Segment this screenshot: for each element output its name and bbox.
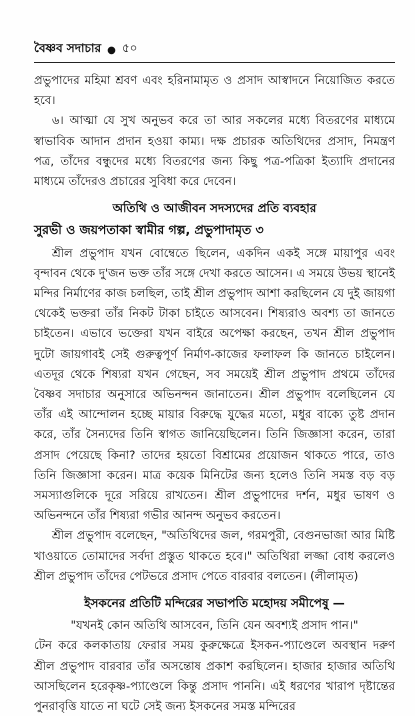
page-number: ৫০ bbox=[121, 41, 138, 55]
bullet-separator: ● bbox=[107, 44, 116, 56]
running-title: বৈষ্ণব সদাচার bbox=[34, 41, 102, 55]
story-heading: সুরভী ও জয়পতাকা স্বামীর গল্প, প্রভুপাদামৃত ৩ bbox=[34, 222, 264, 238]
header-rule bbox=[34, 62, 395, 63]
paragraph-3: শ্রীল প্রভুপাদ যখন বোম্বেতে ছিলেন, একদিন একই সঙ্গে মায়াপুর এবং বৃন্দাবন থেকে দু'জন ভক্ত তাঁর সঙ্গে দেখা করতে আসেন। এ সময়ে উভয় স্থানেই মন্দির নির্মাণের কাজ চলছিল, তাই শ্রীল প্রভুপাদ আশা করছিলেন যে দুই জায়গা থেকেই ভক্তরা তাঁর নিকট টাকা চাইতে আসবেন। শিষ্যরাও অবশ্য তা জানতে চাইতেন। এভাবে ভক্তেরা যখন বাইরে অপেক্ষা করছেন, তখন শ্রীল প্রভুপাদ দুটো জায়গাবই সেই গুরুত্বপূর্ণ নির্মাণ-কাজের ফলাফল কি জানতে চাইলেন। এতদূর থেকে শিষ্যরা যখন গেছেন, সব সময়েই শ্রীল প্রভুপাদ প্রথমে তাঁদের বৈষ্ণব সদাচার অনুসারে অভিনন্দন জানাতেন। শ্রীল প্রভুপাদ বলেছিলেন যে তাঁর এই আন্দোলন হচ্ছে মায়ার বিরুদ্ধে যুদ্ধের মতো, মধুর বাক্যে তুষ্ট প্রদান করে, তাঁর সৈন্যদের তিনি স্বাগত জানিয়েছিলেন। তিনি জিজ্ঞাসা করেন, তারা প্রসাদ পেয়েছে কিনা? তাদের হয়তো বিশ্রামের প্রয়োজন থাকতে পারে, তাও তিনি জিজ্ঞাসা করেন। মাত্র কয়েক মিনিটের জন্য হলেও তিনি সমস্ত বড় বড় সমস্যাগুলিকে দূরে সরিয়ে রাখতেন। শ্রীল প্রভুপাদের দর্শন, মধুর ভাষণ ও অভিনন্দনে তাঁর শিষ্যরা গভীর আনন্দ অনুভব করতেন। bbox=[34, 245, 395, 523]
quote: "যখনই কোন অতিথি আসবেন, তিনি যেন অবশ্যই প্রসাদ পান।" bbox=[70, 618, 359, 633]
paragraph-4: শ্রীল প্রভুপাদ বলেছেন, "অতিথিদের জল, গরমপুরী, বেগুনভাজা আর মিষ্টি খাওয়াতে তোমাদের সর্বদা প্রস্তুত থাকতে হবে।" অতিথিরা লজ্জা বোধ করলেও শ্রীল প্রভুপাদ তাঁদের পেটভরে প্রসাদ পেতে বারবার বলতেন। (লীলামৃত) bbox=[34, 528, 395, 583]
letter-heading: ইসকনের প্রতিটি মন্দিরের সভাপতি মহোদয় সমীপেষু — bbox=[84, 596, 345, 611]
section-heading: অতিথি ও আজীবন সদস্যদের প্রতি ব্যবহার bbox=[112, 201, 317, 216]
paragraph-2: ৬। আত্মা যে সুখ অনুভব করে তা আর সকলের মধ্যে বিতরণের মাধ্যমে স্বাভাবিক আদান প্রদান হওয়া কাম্য। দক্ষ প্রচারক অতিথিদের প্রসাদ, নিমন্ত্রণ পত্র, তাঁদের বন্ধুদের মধ্যে বিতরণের জন্য কিছু পত্র-পত্রিকা ইত্যাদি প্রদানের মাধ্যমে তাঁদেরও প্রচারের সুবিধা করে দেবেন। bbox=[34, 113, 395, 189]
paragraph-5: টেন করে কলকাতায় ফেরার সময় কুরুক্ষেত্রে ইসকন-প্যাণ্ডেলে অবস্থান দরুণ শ্রীল প্রভুপাদ বারবার তাঁর অসন্তোষ প্রকাশ করছিলেন। হাজার হাজার অতিথি আসছিলেন হরেকৃষ্ণ-প্যাণ্ডেলে কিন্তু প্রসাদ পাননি। এই ধরণের খারাপ দৃষ্টান্তের পুনরাবৃত্তি যাতে না ঘটে সেই জন্য ইসকনের সমস্ত মন্দিরের bbox=[34, 638, 395, 714]
page-body bbox=[34, 70, 395, 716]
paragraph-1: প্রভুপাদের মহিমা শ্রবণ এবং হরিনামামৃত ও প্রসাদ আস্বাদনে নিয়োজিত করতে হবে। bbox=[34, 73, 395, 108]
running-header bbox=[34, 40, 395, 60]
